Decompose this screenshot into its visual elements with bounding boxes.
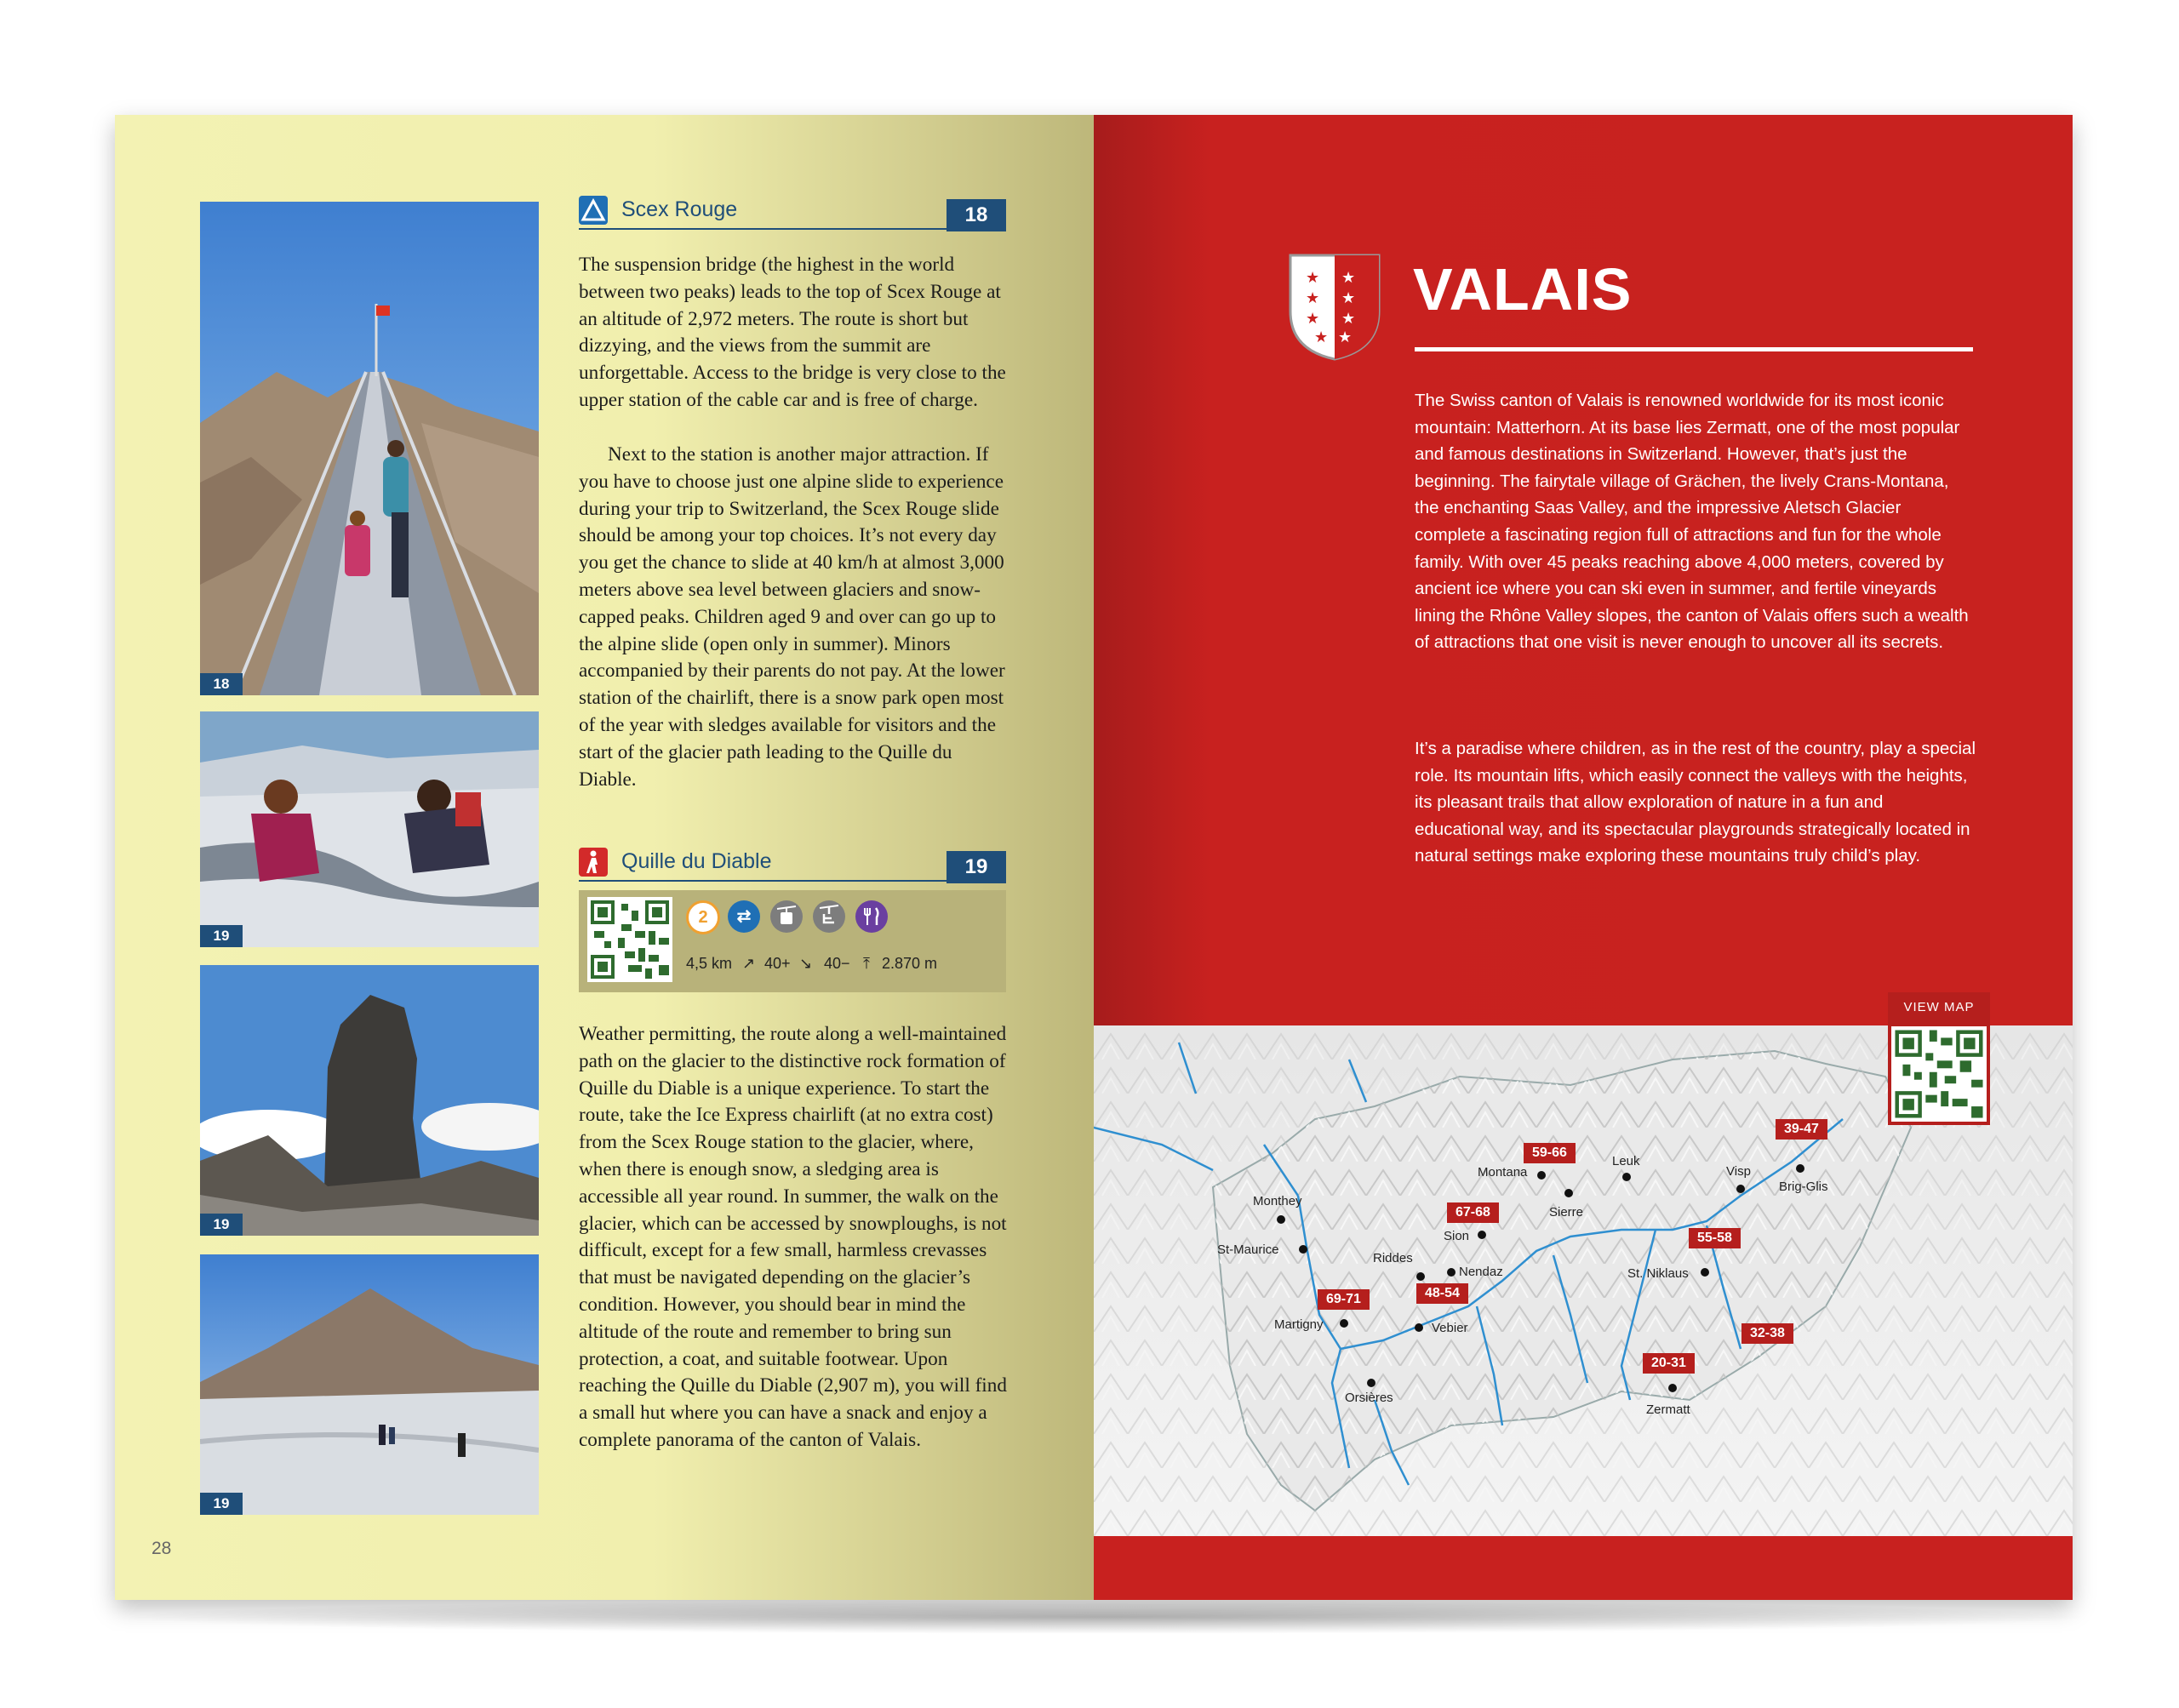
map-town-label: Sierre <box>1549 1205 1584 1220</box>
map-route-tag[interactable]: 48-54 <box>1416 1283 1468 1304</box>
altitude-value: 2.870 m <box>882 955 938 972</box>
map-dot <box>1277 1215 1285 1224</box>
mountain-icon <box>579 196 608 225</box>
photo-badge: 18 <box>200 673 243 695</box>
svg-text:★: ★ <box>1338 328 1353 346</box>
map-route-tag[interactable]: 20-31 <box>1643 1353 1695 1374</box>
map-dot <box>1367 1379 1375 1387</box>
scex-rouge-paragraph-2: Next to the station is another major attraction. If you have to choose just one alpine slide to experience during your trip to Switzerland, the Scex Rouge slide should be among your top choices. It’s not every day you get the chance to slide at 40 km/h at almost 3,000 meters above sea level between glaciers and snow-capped peaks. Children aged 9 and over can go up to the alpine slide (open only in summer). Minors accompanied by their parents do not pay. At the lower station of the chairlift, there is a snow park open most of the year with sledges available for visitors and the start of the glacier path leading to the Quille du Diable. <box>579 443 1005 791</box>
map-dot <box>1622 1173 1631 1181</box>
svg-text:★: ★ <box>1306 289 1320 307</box>
photo-suspension-bridge <box>200 202 539 695</box>
svg-text:★: ★ <box>1314 328 1329 346</box>
map-town-label: Monthey <box>1253 1194 1302 1208</box>
map-dot <box>1736 1185 1745 1193</box>
map-town-label: Martigny <box>1274 1317 1324 1332</box>
map-town-label: Riddes <box>1373 1251 1413 1265</box>
map-town-label: St-Maurice <box>1217 1242 1279 1257</box>
svg-text:★: ★ <box>1341 289 1356 307</box>
qr-code-icon[interactable] <box>587 897 672 986</box>
map-town-label: Brig-Glis <box>1779 1180 1828 1194</box>
page-shadow <box>115 1600 2098 1634</box>
cable-car-icon <box>770 900 803 933</box>
section-number: 18 <box>947 199 1006 231</box>
photo-glacier-crevasse <box>200 711 539 947</box>
photo-badge: 19 <box>200 1493 243 1515</box>
map-dot <box>1340 1319 1348 1328</box>
title-divider <box>1415 347 1973 351</box>
photo-quille-du-diable-rock <box>200 965 539 1236</box>
map-route-tag[interactable]: 67-68 <box>1447 1202 1499 1223</box>
photo-glacier-walk <box>200 1254 539 1515</box>
map-route-tag[interactable]: 39-47 <box>1776 1119 1827 1140</box>
ascent-value: 40+ <box>764 955 791 972</box>
svg-text:★: ★ <box>1341 310 1356 328</box>
valais-crest-icon <box>1287 252 1382 367</box>
section-title: Scex Rouge <box>621 197 738 221</box>
page-number: 28 <box>152 1539 172 1558</box>
map-town-label: Zermatt <box>1646 1402 1690 1417</box>
map-qr-code-icon[interactable] <box>1888 1023 1990 1125</box>
map-town-label: Montana <box>1478 1165 1528 1180</box>
section-header-quille-du-diable <box>579 848 1006 882</box>
distance-value: 4,5 km <box>686 955 733 972</box>
descent-arrow-icon: ↘ <box>799 955 813 972</box>
section-number: 19 <box>947 851 1006 883</box>
photo-badge: 19 <box>200 925 243 947</box>
map-dot <box>1478 1231 1486 1239</box>
map-dot <box>1701 1268 1709 1277</box>
map-dot <box>1299 1245 1307 1254</box>
difficulty-icon: 2 <box>686 900 720 934</box>
svg-text:★: ★ <box>1341 269 1356 287</box>
map-route-tag[interactable]: 69-71 <box>1318 1289 1370 1310</box>
map-town-label: Sion <box>1444 1229 1470 1243</box>
hiker-icon <box>579 848 608 877</box>
quille-du-diable-paragraph: Weather permitting, the route along a well-maintained path on the glacier to the distinctive rock formation of Quille du Diable is a unique experience. To start the route, take the Ice Express chairlift (at no extra cost) from the Scex Rouge station to the glacier, where, when there is enough snow, a sledging area is accessible all year round. In summer, the walk on the glacier, which can be accessed by snowploughs, is not difficult, except for a few small, harmless crevasses that must be navigated depending on the glacier’s condition. However, you should bear in mind the altitude of the route and remember to bring sun protection, a coat, and suitable footwear. Upon reaching the Quille du Diable (2,907 m), you will find a small hut where you can have a snack and enjoy a complete panorama of the canton of Valais. <box>579 1023 1007 1451</box>
section-header-scex-rouge <box>579 196 1006 230</box>
intro-paragraph-2: It’s a paradise where children, as in the rest of the country, play a special role. Its mountain lifts, which easily connect the valleys with the heights, its pleasant trails that allow exploration of nature in a fun and educational way, and its spectacular playgrounds strategically located in natural settings make exploring these mountains truly child’s play. <box>1415 739 1976 866</box>
svg-text:★: ★ <box>1306 269 1320 287</box>
map-dot <box>1447 1268 1456 1277</box>
map-town-label: Orsières <box>1345 1391 1393 1405</box>
scex-rouge-paragraph-1: The suspension bridge (the highest in the world between two peaks) leads to the top of Scex Rouge at an altitude of 2,972 meters. The route is short but dizzying, and the views from the summit are unforgettable. Access to the bridge is very close to the upper station of the cable car and is free of charge. <box>579 254 1006 411</box>
map-town-label: Leuk <box>1612 1154 1640 1168</box>
bottom-red-band <box>1094 1536 2073 1600</box>
map-dot <box>1668 1384 1677 1392</box>
map-town-label: Vebier <box>1432 1321 1468 1335</box>
map-dot <box>1416 1272 1425 1281</box>
map-town-label: Visp <box>1726 1164 1751 1179</box>
svg-text:★: ★ <box>1306 310 1320 328</box>
chairlift-icon <box>813 900 845 933</box>
descent-value: 40− <box>824 955 850 972</box>
ascent-arrow-icon: ↗ <box>742 955 756 972</box>
map-dot <box>1796 1164 1804 1173</box>
intro-paragraph-1: The Swiss canton of Valais is renowned worldwide for its most iconic mountain: Matterhorn. At its base lies Zermatt, one of the most popular and famous destinations in Switzerland. However, that’s just the beginning. The fairytale village of Grächen, the lively Crans-Montana, the enchanting Saas Valley, and the impressive Aletsch Glacier complete a fascinating region full of attractions and fun for the whole family. With over 45 peaks reaching above 4,000 meters, covered by ancient ice where you can ski even in summer, and fertile vineyards lining the Rhône Valley slopes, the canton of Valais offers such a wealth of attractions that one visit is never enough to uncover all its secrets. <box>1415 391 1969 653</box>
view-map-label[interactable]: VIEW MAP <box>1888 992 1990 1023</box>
map-route-tag[interactable]: 55-58 <box>1689 1228 1741 1248</box>
map-dot <box>1564 1189 1573 1197</box>
page-title: VALAIS <box>1413 256 1633 323</box>
photo-badge: 19 <box>200 1214 243 1236</box>
map-route-tag[interactable]: 59-66 <box>1524 1143 1576 1163</box>
round-trip-icon: ⇄ <box>728 900 760 933</box>
map-dot <box>1415 1323 1423 1332</box>
restaurant-icon <box>855 900 888 933</box>
map-town-label: St. Niklaus <box>1627 1266 1689 1281</box>
altitude-icon: ⤒ <box>863 955 870 972</box>
map-route-tag[interactable]: 32-38 <box>1741 1323 1793 1344</box>
map-dot <box>1537 1171 1546 1180</box>
map-town-label: Nendaz <box>1459 1265 1503 1279</box>
section-title: Quille du Diable <box>621 849 772 873</box>
